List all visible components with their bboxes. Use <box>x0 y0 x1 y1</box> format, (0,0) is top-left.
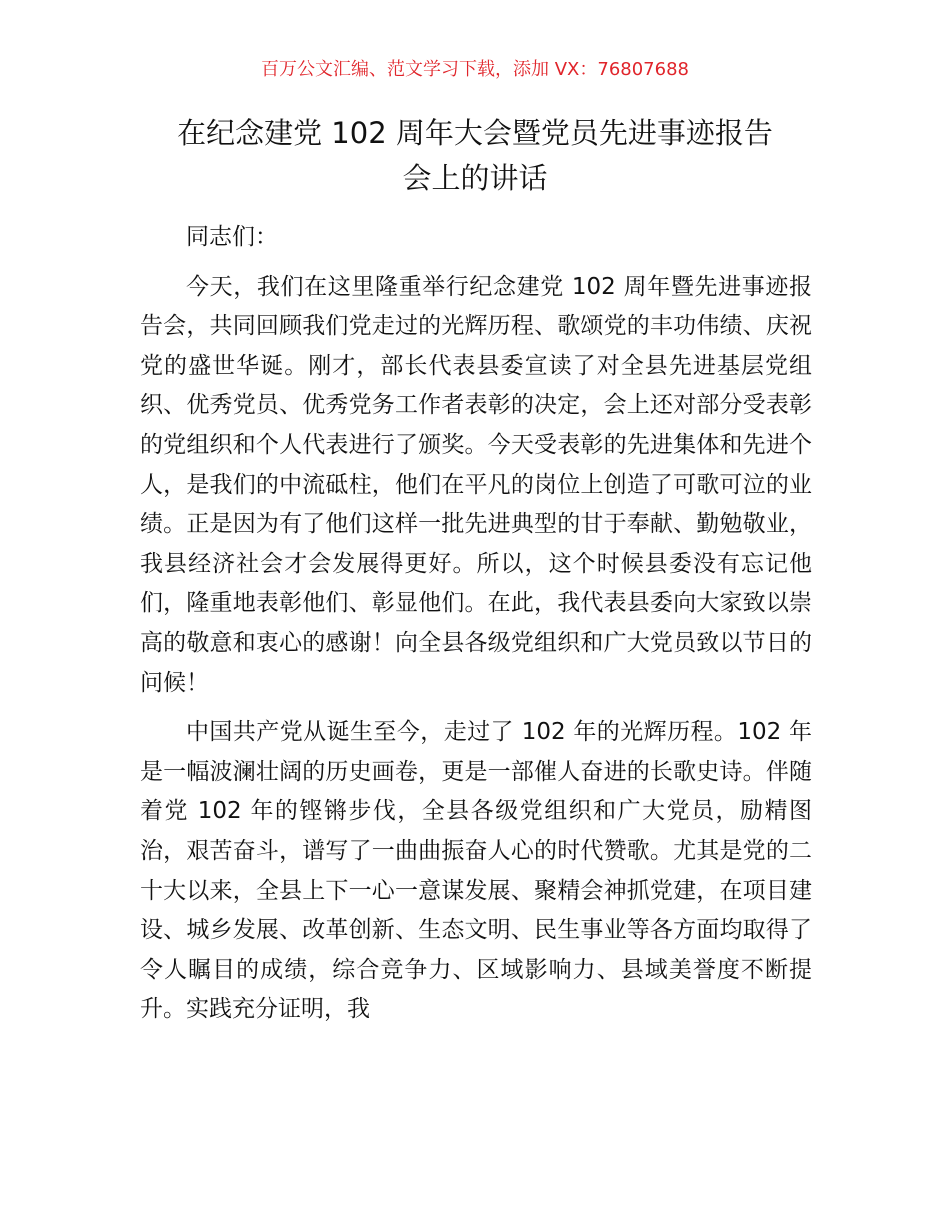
salutation: 同志们： <box>186 224 278 250</box>
header-watermark-note: 百万公文汇编、范文学习下载，添加 VX：76807688 <box>261 59 689 80</box>
paragraph: 今天，我们在这里隆重举行纪念建党 102 周年暨先进事迹报告会，共同回顾我们党走过的光辉历程、歌颂党的丰功伟绩、庆祝党的盛世华诞。刚才，部长代表县委宣读了对全县先进基层党组织、优秀党员、优秀党务工作者表彰的决定，会上还对部分受表彰的党组织和个人代表进行了颁奖。今天受表彰的先进集体和先进个人，是我们的中流砥柱，他们在平凡的岗位上创造了可歌可泣的业绩。正是因为有了他们这样一批先进典型的甘于奉献、勤勉敬业，我县经济社会才会发展得更好。所以，这个时候县委没有忘记他们，隆重地表彰他们、彰显他们。在此，我代表县委向大家致以崇高的敬意和衷心的感谢！向全县各级党组织和广大党员致以节日的问候！ <box>140 273 812 696</box>
document-body <box>140 218 812 1030</box>
title-line-1: 在纪念建党 102 周年大会暨党员先进事迹报告 <box>177 116 773 150</box>
paragraph: 中国共产党从诞生至今，走过了 102 年的光辉历程。102 年是一幅波澜壮阔的历史画卷，更是一部催人奋进的长歌史诗。伴随着党 102 年的铿锵步伐，全县各级党组织和广大党员，励精图治，艰苦奋斗，谱写了一曲曲振奋人心的时代赞歌。尤其是党的二十大以来，全县上下一心一意谋发展、聚精会神抓党建，在项目建设、城乡发展、改革创新、生态文明、民生事业等各方面均取得了令人瞩目的成绩，综合竞争力、区域影响力、县域美誉度不断提升。实践充分证明，我 <box>140 719 812 1023</box>
document-title <box>120 111 830 201</box>
title-line-2: 会上的讲话 <box>402 161 548 195</box>
